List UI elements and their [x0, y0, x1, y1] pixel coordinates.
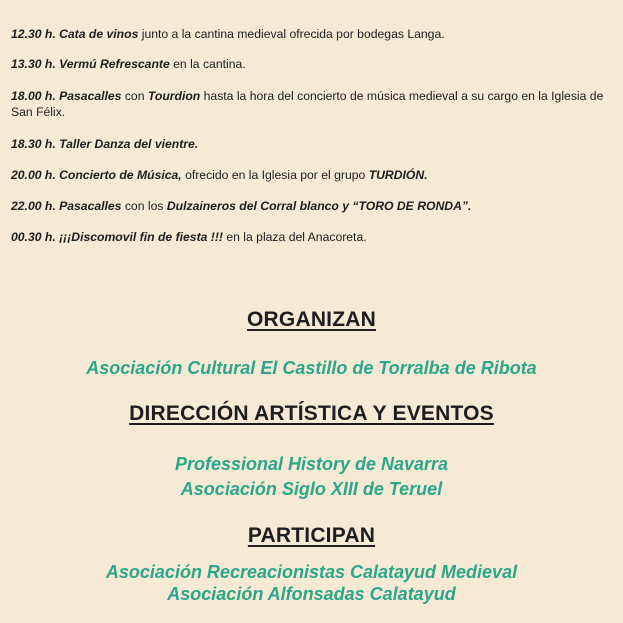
organizer-name: Asociación Cultural El Castillo de Torralba de Ribota [86, 358, 537, 378]
schedule-description: ofrecido en la Iglesia por el grupo [181, 168, 369, 182]
schedule-description: en la plaza del Anacoreta. [222, 230, 367, 244]
schedule-connector: con [121, 89, 148, 103]
schedule-connector: con los [121, 199, 167, 213]
schedule-time-title: 18.00 h. Pasacalles [11, 89, 122, 103]
direccion-list [0, 452, 623, 502]
schedule-item [11, 167, 428, 183]
schedule-item [11, 229, 367, 245]
organizan-list [0, 356, 623, 381]
participant-name: Asociación Alfonsadas Calatayud [167, 584, 456, 604]
schedule-item [11, 198, 471, 214]
participan-section [0, 524, 623, 548]
direccion-name: Asociación Siglo XIII de Teruel [180, 479, 443, 499]
schedule-time-title: 22.00 h. Pasacalles [11, 199, 122, 213]
schedule-item [11, 26, 445, 42]
schedule-time-title: 12.30 h. Cata de vinos [11, 27, 139, 41]
schedule-item [11, 56, 246, 72]
participan-heading: PARTICIPAN [247, 524, 376, 547]
organizan-heading: ORGANIZAN [247, 308, 376, 331]
direccion-section [0, 402, 623, 426]
schedule-description: hasta la hora del concierto de música medieval a su cargo en la Iglesia de San Félix. [11, 89, 604, 119]
schedule-performer: TURDIÓN. [368, 168, 428, 182]
schedule-time-title: 18.30 h. Taller Danza del vientre. [11, 137, 199, 151]
direccion-heading: DIRECCIÓN ARTÍSTICA Y EVENTOS [129, 402, 494, 425]
schedule-description: junto a la cantina medieval ofrecida por bodegas Langa. [138, 27, 445, 41]
schedule-performer: Tourdion [147, 89, 201, 103]
participan-list [0, 561, 623, 605]
direccion-name: Professional History de Navarra [174, 454, 449, 474]
schedule-time-title: 20.00 h. Concierto de Música, [11, 168, 182, 182]
organizan-section [0, 308, 623, 332]
schedule-time-title: 00.30 h. ¡¡¡Discomovil fin de fiesta !!! [11, 230, 223, 244]
schedule-description: en la cantina. [169, 57, 246, 71]
schedule-item [11, 136, 198, 152]
schedule-item [11, 88, 611, 120]
participant-name: Asociación Recreacionistas Calatayud Medieval [105, 562, 518, 582]
schedule-time-title: 13.30 h. Vermú Refrescante [11, 57, 170, 71]
schedule-performer: Dulzaineros del Corral blanco y “TORO DE RONDA”. [166, 199, 472, 213]
